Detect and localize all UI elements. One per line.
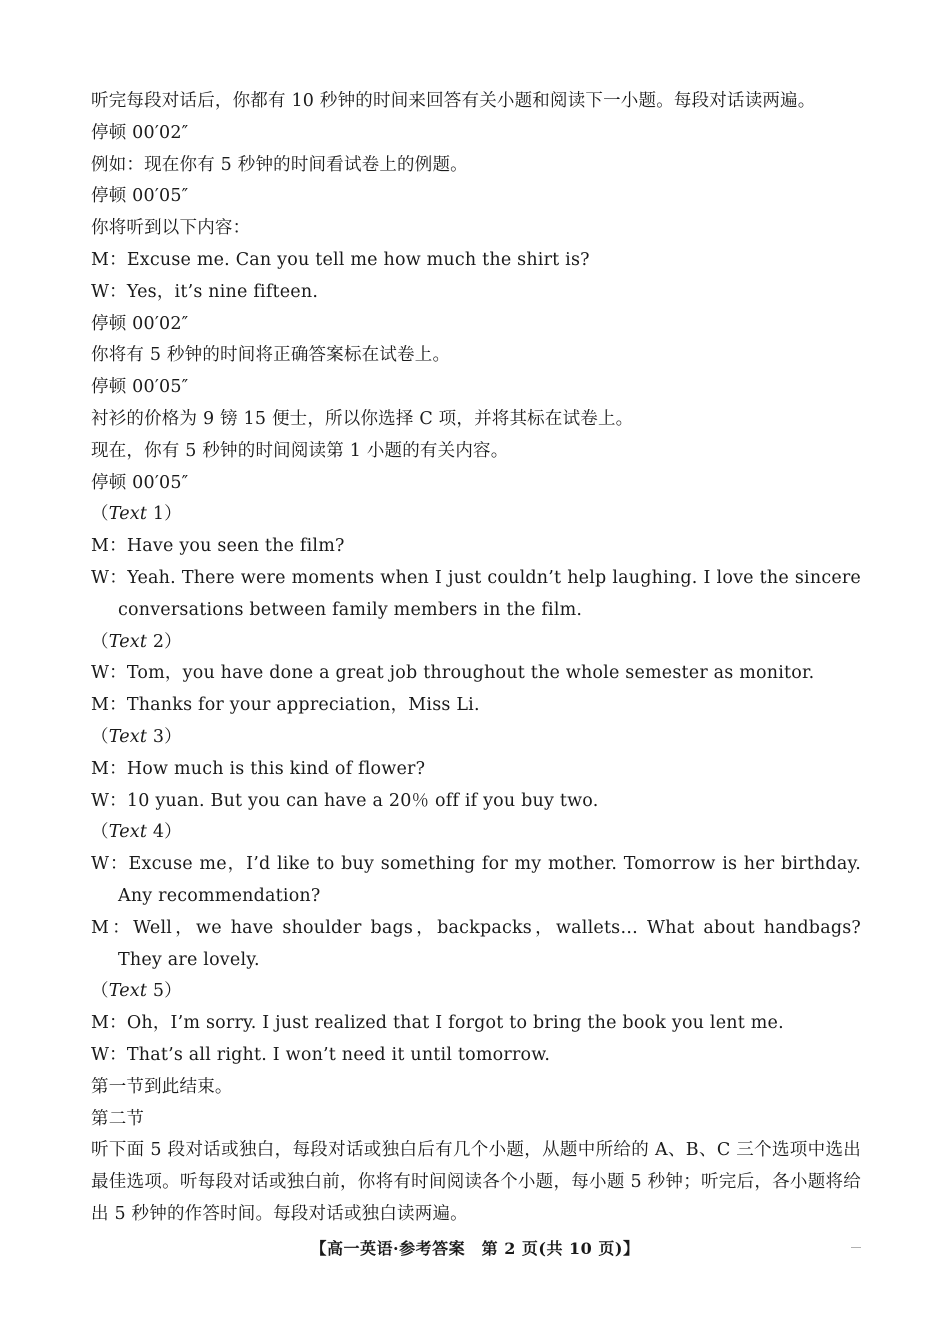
dialogue-line: M：Have you seen the film? [91,536,345,557]
text-label-word: Text [108,822,148,843]
dialogue-line: W：Yeah. There were moments when I just couldn’t help laughing. I love the sincere conversations between family members in the film. [91,567,861,620]
dialogue-line: W：Excuse me，I’d like to buy something for my mother. Tomorrow is her birthday. Any recommendation? [91,854,861,906]
section-end-line: 第一节到此结束。 [91,1076,233,1097]
section-heading: 第二节 [91,1108,145,1129]
dialogue-line: W：That’s all right. I won’t need it until tomorrow. [91,1044,551,1065]
text-label-open: （ [91,981,109,1002]
pause-line: 停顿 00′05″ [91,472,189,493]
dialogue-line: M：Oh，I’m sorry. I just realized that I forgot to bring the book you lent me. [91,1013,784,1034]
text-label-word: Text [108,504,148,525]
pause-line: 停顿 00′02″ [91,313,189,334]
document-body [91,86,861,1231]
intro-line: 你将有 5 秒钟的时间将正确答案标在试卷上。 [91,345,451,366]
intro-line: 你将听到以下内容： [91,218,251,239]
text-label-4 [91,817,861,849]
text-label-5 [91,976,861,1008]
text-label-3 [91,722,861,754]
pause-line: 停顿 00′05″ [91,377,189,398]
dialogue-line: W：Tom，you have done a great job throughout the whole semester as monitor. [91,663,815,684]
text-label-word: Text [108,981,148,1002]
section-instructions: 听下面 5 段对话或独白，每段对话或独白后有几个小题，从题中所给的 A、B、C 三个选项中选出最佳选项。听每段对话或独白前，你将有时间阅读各个小题，每小题 5 秒钟；听完后，各小题将给出 5 秒钟的作答时间。每段对话或独白读两遍。 [91,1140,861,1224]
dialogue-line: M：Well，we have shoulder bags，backpacks，wallets… What about handbags? They are lovely. [91,917,861,970]
text-label-number: 2） [147,631,182,652]
dialogue-line: M：How much is this kind of flower? [91,758,426,779]
text-label-word: Text [108,726,148,747]
pause-line: 停顿 00′05″ [91,186,189,207]
text-label-number: 4） [147,822,182,843]
text-label-word: Text [108,631,148,652]
dialogue-line: M：Thanks for your appreciation，Miss Li. [91,695,480,716]
intro-line: 现在，你有 5 秒钟的时间阅读第 1 小题的有关内容。 [91,440,509,461]
text-label-number: 5） [147,981,182,1002]
text-label-open: （ [91,631,109,652]
text-label-2 [91,627,861,659]
text-label-open: （ [91,822,109,843]
corner-mark [851,1247,861,1248]
text-label-number: 1） [147,504,182,525]
text-label-open: （ [91,504,109,525]
text-label-1 [91,499,861,531]
intro-line: 衬衫的价格为 9 镑 15 便士，所以你选择 C 项，并将其标在试卷上。 [91,408,634,429]
page-footer: 【高一英语·参考答案 第 2 页(共 10 页)】 [310,1239,640,1258]
pause-line: 停顿 00′02″ [91,122,189,143]
dialogue-line: W：10 yuan. But you can have a 20％ off if you buy two. [91,790,599,811]
intro-line: 听完每段对话后，你都有 10 秒钟的时间来回答有关小题和阅读下一小题。每段对话读两遍。 [91,91,816,111]
example-dialogue-line: W：Yes，it’s nine fifteen. [91,281,319,302]
example-dialogue-line: M：Excuse me. Can you tell me how much the shirt is? [91,249,590,270]
text-label-open: （ [91,726,109,747]
intro-line: 例如：现在你有 5 秒钟的时间看试卷上的例题。 [91,154,468,175]
text-label-number: 3） [147,726,182,747]
